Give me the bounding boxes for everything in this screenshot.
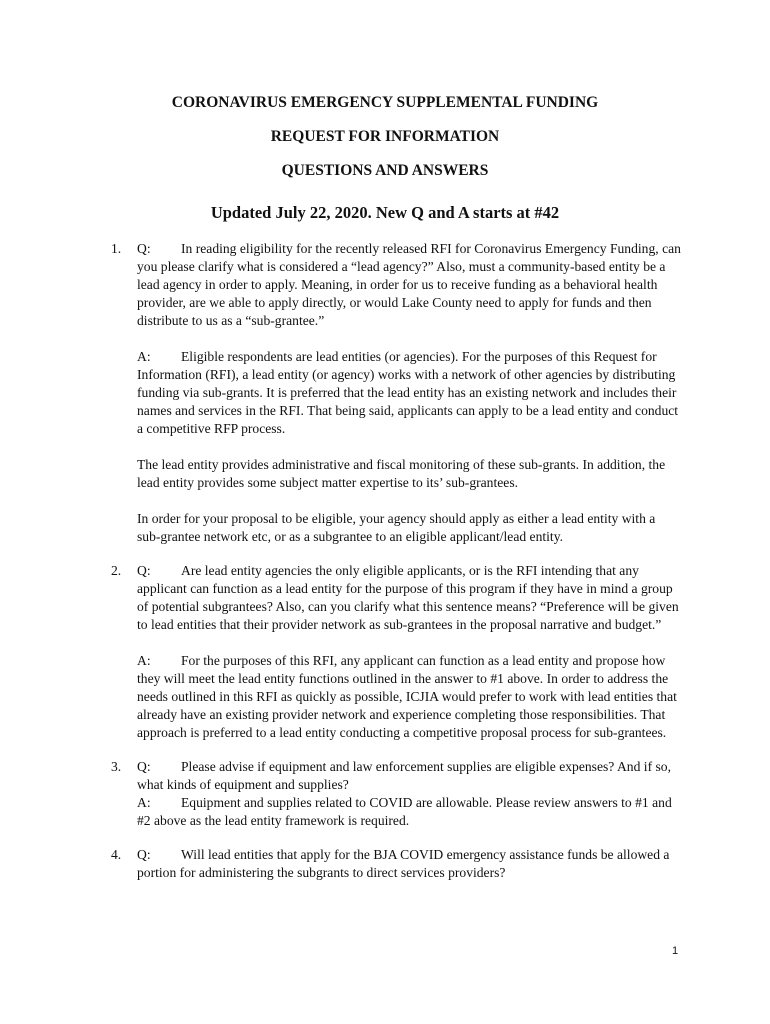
document-title-line-2: REQUEST FOR INFORMATION <box>270 128 500 145</box>
answer-extra-paragraph: The lead entity provides administrative and fiscal monitoring of these sub-grants. In addition, the lead entity provides some subject matter expertise to its’ sub-grantees. <box>137 457 666 490</box>
document-title-line-1: CORONAVIRUS EMERGENCY SUPPLEMENTAL FUNDING <box>171 94 599 111</box>
document-updated-note: Updated July 22, 2020. New Q and A starts at #42 <box>210 203 560 222</box>
qa-item-1 <box>111 240 682 546</box>
answer-text: Eligible respondents are lead entities (or agencies). For the purposes of this Request for Information (RFI), a lead entity (or agency) works with a network of other agencies by distributing funding via sub-grants. It is preferred that the lead entity has an existing network and includes their names and services in the RFI. That being said, applicants can apply to be a lead entity and conduct a competitive RFP process. <box>137 349 679 436</box>
question-label: Q: <box>137 847 151 862</box>
question-text: In reading eligibility for the recently released RFI for Coronavirus Emergency Funding, can you please clarify what is considered a “lead agency?” Also, must a community-based entity be a lead agency in order to apply. Meaning, in order for us to receive funding as a behavioral health provider, are we able to apply directly, or would Lake County need to apply for funds and then distribute to us as a “sub-grantee.” <box>137 241 681 328</box>
page-number: 1 <box>672 945 679 957</box>
qa-item-2 <box>111 562 682 742</box>
qa-item-number: 4. <box>111 847 122 862</box>
answer-text: For the purposes of this RFI, any applicant can function as a lead entity and propose how they will meet the lead entity functions outlined in the answer to #1 above. In order to address the needs outlined in this RFI as quickly as possible, ICJIA would prefer to work with lead entities that already have an existing provider network and experience completing those responsibilities. That approach is preferred to a lead entity conducting a competitive proposal process for sub-grantees. <box>137 653 677 740</box>
answer-paragraph <box>137 794 682 830</box>
answer-paragraph <box>137 652 682 742</box>
answer-label: A: <box>137 653 151 668</box>
answer-text: Equipment and supplies related to COVID are allowable. Please review answers to #1 and #2 above as the lead entity framework is required. <box>137 795 672 828</box>
question-paragraph <box>137 846 682 882</box>
answer-label: A: <box>137 795 151 810</box>
document-title-line-3: QUESTIONS AND ANSWERS <box>281 162 489 179</box>
question-label: Q: <box>137 759 151 774</box>
question-paragraph <box>137 240 682 330</box>
question-paragraph <box>137 562 682 634</box>
question-label: Q: <box>137 563 151 578</box>
qa-item-number: 2. <box>111 563 122 578</box>
qa-item-number: 1. <box>111 241 122 256</box>
question-paragraph <box>137 758 682 794</box>
question-text: Are lead entity agencies the only eligible applicants, or is the RFI intending that any applicant can function as a lead entity for the purpose of this program if they have in mind a group of potential subgrantees? Also, can you clarify what this sentence means? “Preference will be given to lead entities that their provider network as sub-grantees in the proposal narrative and budget.” <box>137 563 679 632</box>
question-text: Will lead entities that apply for the BJA COVID emergency assistance funds be allowed a portion for administering the subgrants to direct services providers? <box>137 847 670 880</box>
qa-item-4 <box>111 846 682 882</box>
answer-extra-paragraph: In order for your proposal to be eligible, your agency should apply as either a lead entity with a sub-grantee network etc, or as a subgrantee to an eligible applicant/lead entity. <box>137 511 656 544</box>
answer-label: A: <box>137 349 151 364</box>
answer-paragraph <box>137 348 682 438</box>
qa-list <box>111 240 682 882</box>
qa-item-3 <box>111 758 682 830</box>
qa-item-number: 3. <box>111 759 122 774</box>
question-text: Please advise if equipment and law enforcement supplies are eligible expenses? And if so, what kinds of equipment and supplies? <box>137 759 671 792</box>
question-label: Q: <box>137 241 151 256</box>
